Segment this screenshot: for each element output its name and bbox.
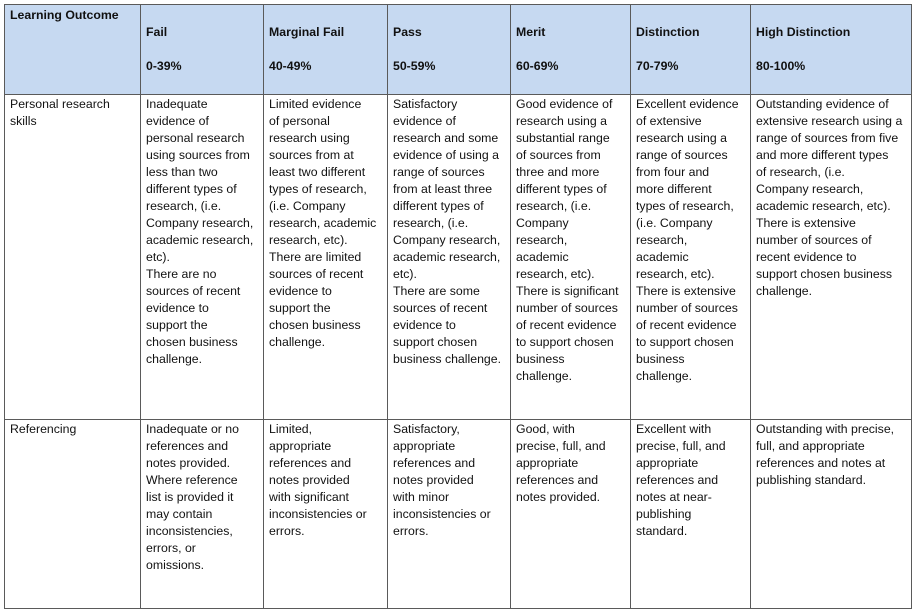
level-range: 60-69% — [516, 59, 559, 73]
level-name: Distinction — [636, 25, 700, 39]
level-range: 70-79% — [636, 59, 679, 73]
level-name: High Distinction — [756, 25, 851, 39]
rubric-table — [4, 4, 912, 609]
criteria-cell-marginal-fail: Limited evidence of personal research using sources from at least two different types of research, (i.e. Company research, academic research, etc). There are limited sources of recent evidence to support the chosen business challenge. — [264, 95, 388, 420]
level-name: Merit — [516, 25, 546, 39]
header-distinction — [631, 5, 751, 95]
criteria-cell-high-distinction: Outstanding with precise, full, and appropriate references and notes at publishing standard. — [751, 420, 912, 609]
header-high-distinction — [751, 5, 912, 95]
header-pass — [388, 5, 511, 95]
level-name: Marginal Fail — [269, 25, 345, 39]
table-row-personal-research — [5, 95, 912, 420]
header-row — [5, 5, 912, 95]
level-range: 50-59% — [393, 59, 436, 73]
criteria-cell-fail: Inadequate evidence of personal research using sources from less than two different types of research, (i.e. Company research, academic research, etc). There are no sources of recent evidence to support the chosen business challenge. — [141, 95, 264, 420]
outcome-cell: Personal research skills — [5, 95, 141, 420]
criteria-cell-merit: Good, with precise, full, and appropriate references and notes provided. — [511, 420, 631, 609]
criteria-cell-distinction: Excellent with precise, full, and appropriate references and notes at near- publishing standard. — [631, 420, 751, 609]
header-merit — [511, 5, 631, 95]
level-range: 40-49% — [269, 59, 312, 73]
level-range: 80-100% — [756, 59, 806, 73]
criteria-cell-distinction: Excellent evidence of extensive research using a range of sources from four and more different types of research, (i.e. Company research, academic research, etc). There is extensive number of sources of recent evidence to support chosen business challenge. — [631, 95, 751, 420]
learning-outcome-header: Learning Outcome — [5, 5, 141, 95]
criteria-cell-high-distinction: Outstanding evidence of extensive research using a range of sources from five and more different types of research, (i.e. Company research, academic research, etc). There is extensive number of sources of recent evidence to support chosen business challenge. — [751, 95, 912, 420]
criteria-cell-marginal-fail: Limited, appropriate references and notes provided with significant inconsistencies or errors. — [264, 420, 388, 609]
header-marginal-fail — [264, 5, 388, 95]
level-name: Pass — [393, 25, 422, 39]
criteria-cell-fail: Inadequate or no references and notes provided. Where reference list is provided it may contain inconsistencies, errors, or omissions. — [141, 420, 264, 609]
level-range: 0-39% — [146, 59, 182, 73]
criteria-cell-merit: Good evidence of research using a substantial range of sources from three and more different types of research, (i.e. Company research, academic research, etc). There is significant number of sources of recent evidence to support chosen business challenge. — [511, 95, 631, 420]
criteria-cell-pass: Satisfactory, appropriate references and notes provided with minor inconsistencies or errors. — [388, 420, 511, 609]
table-row-referencing — [5, 420, 912, 609]
criteria-cell-pass: Satisfactory evidence of research and some evidence of using a range of sources from at least three different types of research, (i.e. Company research, academic research, etc). There are some sources of recent evidence to support chosen business challenge. — [388, 95, 511, 420]
header-fail — [141, 5, 264, 95]
outcome-cell: Referencing — [5, 420, 141, 609]
level-name: Fail — [146, 25, 168, 39]
